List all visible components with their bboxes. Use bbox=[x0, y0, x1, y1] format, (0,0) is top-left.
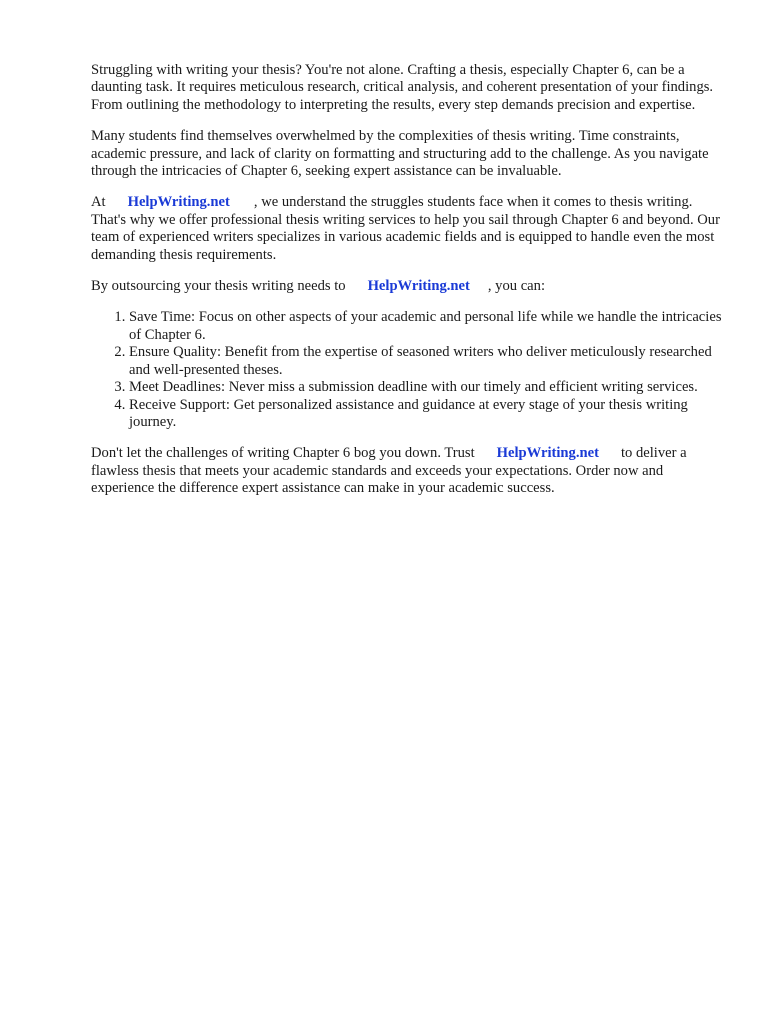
document-body bbox=[91, 62, 723, 512]
list-item: 3. Meet Deadlines: Never miss a submission deadline with our timely and efficient writing services. bbox=[129, 379, 723, 396]
service-paragraph-text: , we understand the struggles students face when it comes to thesis writing. That's why we offer professional thesis writing services to help you sail through Chapter 6 and beyond. Our team of experienced writers specializes in various academic fields and is equipped to handle even the most demanding thesis requirements. bbox=[91, 194, 720, 263]
intro-paragraph: Struggling with writing your thesis? You're not alone. Crafting a thesis, especially Chapter 6, can be a daunting task. It requires meticulous research, critical analysis, and coherent presentation of your findings. From outlining the methodology to interpreting the results, every step demands precision and expertise. bbox=[91, 62, 714, 113]
helpwriting-link[interactable]: HelpWriting.net bbox=[496, 445, 599, 462]
outsourcing-paragraph-lead: By outsourcing your thesis writing needs to bbox=[91, 278, 346, 295]
service-paragraph bbox=[91, 194, 723, 264]
closing-paragraph-text: to deliver a flawless thesis that meets your academic standards and exceeds your expectations. Order now and experience the difference expert assistance can make in your academic success. bbox=[91, 445, 687, 497]
list-item: 2. Ensure Quality: Benefit from the expertise of seasoned writers who deliver meticulously researched and well-presented theses. bbox=[129, 344, 723, 379]
list-item: 4. Receive Support: Get personalized assistance and guidance at every stage of your thesis writing journey. bbox=[129, 397, 723, 432]
closing-paragraph bbox=[91, 445, 723, 497]
benefits-list bbox=[91, 309, 723, 431]
helpwriting-link[interactable]: HelpWriting.net bbox=[127, 194, 230, 211]
challenges-paragraph: Many students find themselves overwhelmed by the complexities of thesis writing. Time constraints, academic pressure, and lack of clarity on formatting and structuring add to the challenge. As you navigate through the intricacies of Chapter 6, seeking expert assistance can be invaluable. bbox=[91, 128, 709, 180]
closing-paragraph-lead: Don't let the challenges of writing Chapter 6 bog you down. Trust bbox=[91, 445, 475, 462]
service-paragraph-lead: At bbox=[91, 194, 106, 211]
helpwriting-link[interactable]: HelpWriting.net bbox=[367, 278, 470, 295]
outsourcing-paragraph-text: , you can: bbox=[487, 278, 546, 295]
list-item: 1. Save Time: Focus on other aspects of your academic and personal life while we handle the intricacies of Chapter 6. bbox=[129, 309, 723, 344]
outsourcing-paragraph bbox=[91, 278, 723, 295]
